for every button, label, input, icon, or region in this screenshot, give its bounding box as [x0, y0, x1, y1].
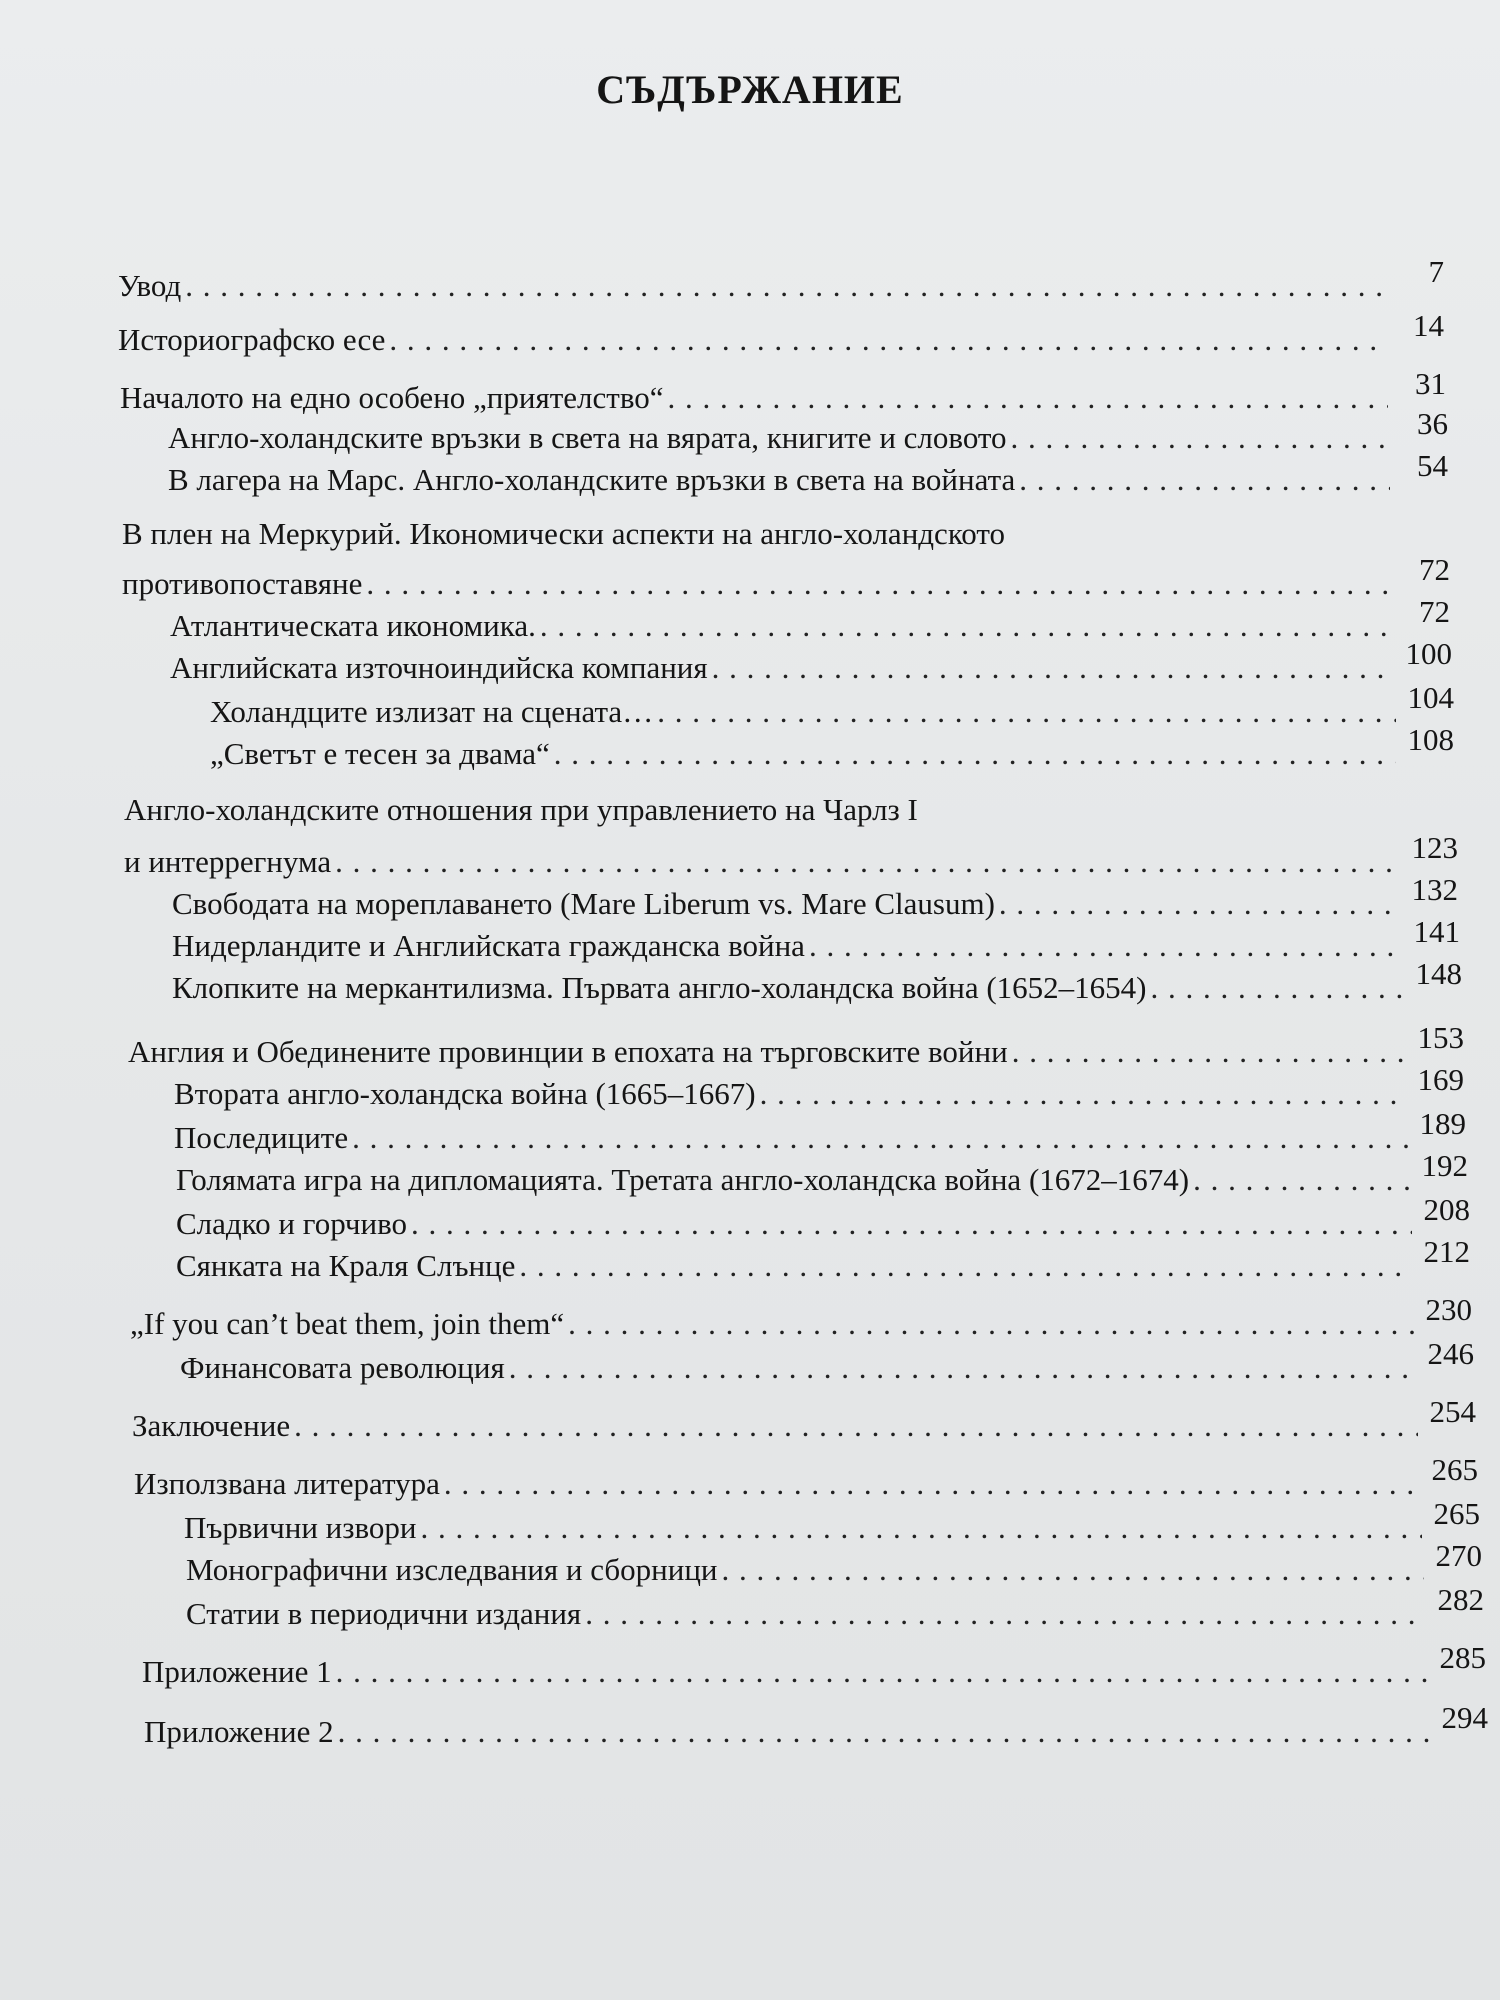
toc-entry-page: 254 [1429, 1394, 1476, 1429]
toc-entry-title: Последиците [174, 1120, 349, 1155]
toc-leader-dots [411, 1206, 1412, 1242]
toc-leader-dots [1193, 1162, 1410, 1198]
toc-entry-title: Клопките на меркантилизма. Първата англо-холандска война (1652–1654) [172, 970, 1147, 1005]
toc-entry-title: Първични извори [184, 1510, 417, 1545]
toc-entry-page: 230 [1425, 1292, 1472, 1327]
toc-entry-page: 148 [1415, 956, 1462, 991]
toc-title: СЪДЪРЖАНИЕ [596, 67, 904, 112]
toc-entry-page: 54 [1417, 448, 1448, 483]
toc-entry [176, 1192, 1470, 1242]
toc-leader-dots [809, 928, 1402, 964]
toc-leader-dots [760, 1076, 1406, 1112]
toc-entry-title: Свободата на мореплаването (Mare Liberum vs. Mare Clausum) [172, 886, 995, 921]
toc-entry [172, 956, 1462, 1006]
toc-leader-dots [509, 1350, 1416, 1386]
toc-entry-page: 7 [1428, 254, 1444, 289]
toc-entry [168, 448, 1448, 498]
toc-entry-title: Англо-холандските връзки в света на вярата, книгите и словото [168, 420, 1007, 455]
toc-leader-dots [568, 1306, 1414, 1342]
toc-entry [118, 254, 1444, 304]
toc-entry-page: 100 [1405, 636, 1452, 671]
toc-entry [170, 636, 1452, 686]
toc-entry-page: 208 [1423, 1192, 1470, 1227]
toc-entry-title: Приложение 1 [142, 1654, 332, 1689]
toc-entry-page: 246 [1427, 1336, 1474, 1371]
toc-entry-title: Сладко и горчиво [176, 1206, 408, 1241]
toc-leader-dots [554, 736, 1396, 772]
toc-entry [210, 722, 1454, 772]
toc-entry-page: 108 [1407, 722, 1454, 757]
toc-entry-title: Англо-холандските отношения при управлението на Чарлз I [124, 792, 918, 827]
toc-entry-title: Сянката на Краля Слънце [176, 1248, 516, 1283]
toc-entry [174, 1106, 1466, 1156]
toc-entry-title: В плен на Меркурий. Икономически аспекти на англо-холандското [122, 516, 1006, 551]
toc-leader-dots [185, 268, 1386, 304]
toc-entry [128, 1020, 1464, 1070]
toc-leader-dots [1150, 970, 1404, 1006]
toc-entry [210, 680, 1454, 730]
toc-entry-title: Нидерландите и Английската гражданска война [172, 928, 805, 963]
toc-entry-title: Англия и Обединените провинции в епохата на търговските войни [128, 1034, 1008, 1069]
toc-entry-page: 123 [1411, 830, 1458, 865]
toc-entry-page: 189 [1419, 1106, 1466, 1141]
toc-entry-page: 132 [1411, 872, 1458, 907]
toc-leader-dots [444, 1466, 1420, 1502]
toc-entry-title: Втората англо-холандска война (1665–1667) [174, 1076, 756, 1111]
toc-entry-title: „Светът е тесен за двама“ [210, 736, 550, 771]
toc-entry [134, 1452, 1478, 1502]
toc-entry-title: и интеррегнума [124, 844, 332, 879]
toc-entry-page: 294 [1441, 1700, 1488, 1735]
toc-entry-title: Увод [118, 268, 182, 303]
toc-leader-dots [519, 1248, 1412, 1284]
toc-leader-dots [366, 566, 1392, 602]
toc-entry-page: 72 [1419, 552, 1450, 587]
toc-entry [130, 1292, 1472, 1342]
toc-leader-dots [540, 608, 1392, 644]
toc-entry [120, 366, 1446, 416]
toc-entry-title: Историографско есе [118, 322, 386, 357]
toc-entry-page: 153 [1417, 1020, 1464, 1055]
toc-entry [170, 594, 1450, 644]
toc-entry [186, 1538, 1482, 1588]
toc-entry-page: 31 [1415, 366, 1446, 401]
toc-entry-title: Заключение [132, 1408, 291, 1443]
toc-entry-title: Приложение 2 [144, 1714, 334, 1749]
toc-leader-dots [1019, 462, 1390, 498]
toc-entry [168, 406, 1448, 456]
toc-leader-dots [421, 1510, 1422, 1546]
toc-entry-page: 282 [1437, 1582, 1484, 1617]
toc-leader-dots [999, 886, 1400, 922]
toc-entry-title: противопоставяне [122, 566, 363, 601]
toc-entry-page: 141 [1413, 914, 1460, 949]
toc-entry [124, 830, 1458, 880]
toc-leader-dots [352, 1120, 1408, 1156]
toc-entry-title: Голямата игра на дипломацията. Третата англо-холандска война (1672–1674) [176, 1162, 1190, 1197]
toc-entry [132, 1394, 1476, 1444]
toc-leader-dots [585, 1596, 1426, 1632]
toc-entry [122, 552, 1450, 602]
toc-entry-title: Статии в периодични издания [186, 1596, 582, 1631]
toc-leader-dots [668, 380, 1389, 416]
toc-entry-page: 212 [1423, 1234, 1470, 1269]
toc-entry-page: 72 [1419, 594, 1450, 629]
toc-entry-page: 14 [1413, 308, 1444, 343]
toc-entry [176, 1234, 1470, 1284]
toc-entry-page: 270 [1435, 1538, 1482, 1573]
toc-entry-title: Холандците излизат на сцената… [210, 694, 654, 729]
toc-entry-page: 265 [1431, 1452, 1478, 1487]
toc-entry [180, 1336, 1474, 1386]
toc-entry-title: Използвана литература [134, 1466, 440, 1501]
toc-entry-page: 285 [1439, 1640, 1486, 1675]
toc-entry-title: Началото на едно особено „приятелство“ [120, 380, 664, 415]
toc-leader-dots [336, 1654, 1428, 1690]
toc-entry-title: Английската източноиндийска компания [170, 650, 708, 685]
toc-entry-title: Монографични изследвания и сборници [186, 1552, 718, 1587]
toc-entry [176, 1148, 1468, 1198]
toc-leader-dots [389, 322, 1386, 358]
toc-entry [142, 1640, 1486, 1690]
toc-entry-title: В лагера на Марс. Англо-холандските връзки в света на войната [168, 462, 1016, 497]
toc-entry-page: 265 [1433, 1496, 1480, 1531]
toc-entry-page: 104 [1407, 680, 1454, 715]
toc-leader-dots [1011, 420, 1390, 456]
toc-entry [186, 1582, 1484, 1632]
toc-entry-page: 192 [1421, 1148, 1468, 1183]
toc-leader-dots [657, 694, 1396, 730]
toc-entry [184, 1496, 1480, 1546]
toc-leader-dots [722, 1552, 1424, 1588]
toc-leader-dots [294, 1408, 1418, 1444]
toc-leader-dots [712, 650, 1394, 686]
toc-leader-dots [1012, 1034, 1406, 1070]
toc-entry-page: 169 [1417, 1062, 1464, 1097]
toc-entry [144, 1700, 1488, 1750]
toc-entry [172, 872, 1458, 922]
toc-leader-dots [335, 844, 1400, 880]
toc-entry-title: Финансовата революция [180, 1350, 505, 1385]
toc-entry-title: „If you can’t beat them, join them“ [130, 1306, 565, 1341]
toc-entry-page: 36 [1417, 406, 1448, 441]
toc-entry [118, 308, 1444, 358]
toc-entry [174, 1062, 1464, 1112]
toc-entry [172, 914, 1460, 964]
toc-entry-title: Атлантическата икономика. [170, 608, 536, 643]
toc-leader-dots [338, 1714, 1430, 1750]
